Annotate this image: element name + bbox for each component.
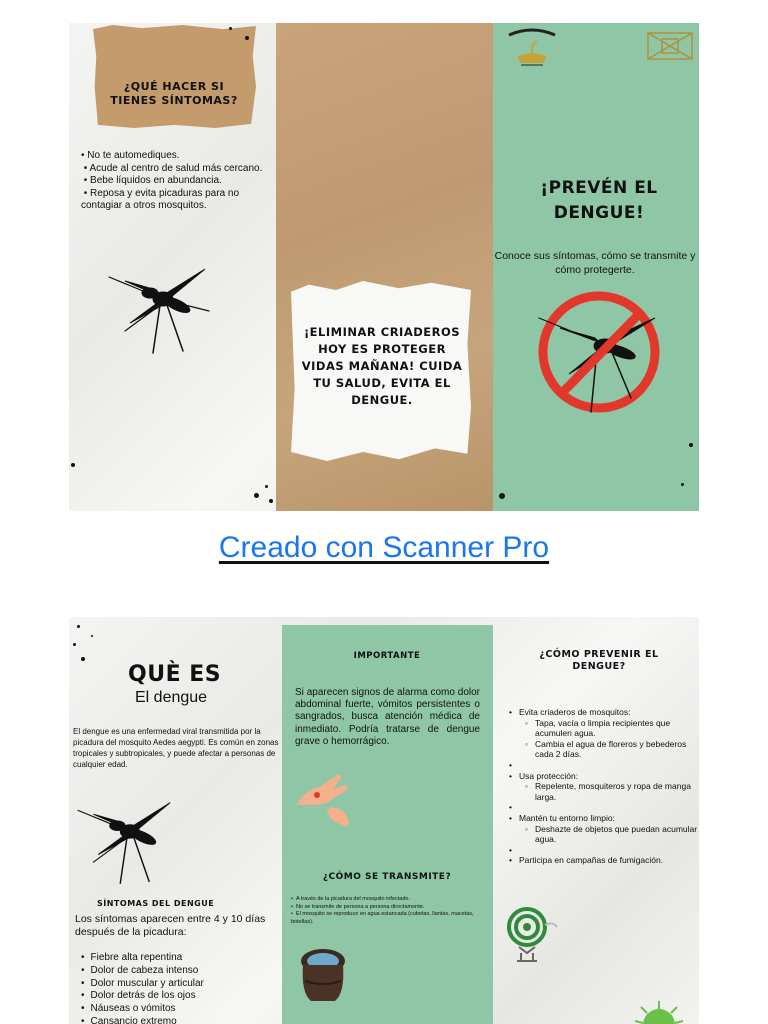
- mosquito-icon: [105, 261, 215, 361]
- list-item: ◦ Deshazte de objetos que puedan acumular agua.: [509, 824, 699, 845]
- cover-title: ¡PREVÉN EL DENGUE!: [540, 178, 658, 223]
- prevenir-heading: ¿CÓMO PREVENIR EL DENGUE?: [539, 649, 659, 672]
- list-item: • Acude al centro de salud más cercano.: [81, 162, 263, 174]
- brochure-outside-page: [69, 23, 699, 511]
- ink-splatter: [499, 493, 505, 499]
- list-item: • A través de la picadura del mosquito infectado.: [291, 896, 481, 904]
- list-item: • Evita criaderos de mosquitos:: [509, 707, 699, 718]
- lamp-logo-icon: [501, 25, 563, 71]
- list-item: ◦ Tapa, vacía o limpia recipientes que acumulen agua.: [509, 718, 699, 739]
- list-item: • Participa en campañas de fumigación.: [509, 855, 699, 866]
- list-item: • Dolor muscular y articular: [81, 978, 204, 991]
- list-item: ◦ Cambia el agua de floreros y bebederos cada 2 días.: [509, 739, 699, 760]
- list-item: • Bebe líquidos en abundancia.: [81, 175, 222, 186]
- ink-splatter: [265, 485, 268, 488]
- importante-text: Si aparecen signos de alarma como dolor abdominal fuerte, vómitos persistentes o sangrados, busca atención médica de inmediato. Podría tratarse de dengue grave o hemorrágico.: [295, 687, 480, 747]
- virus-icon: [631, 997, 687, 1024]
- ink-splatter: [73, 643, 76, 646]
- list-item: • No se transmite de persona a persona directamente.: [291, 904, 481, 912]
- center-message: ¡ELIMINAR CRIADEROS HOY ES PROTEGER VIDAS MAÑANA! CUIDA TU SALUD, EVITA EL DENGUE.: [301, 325, 463, 407]
- scanner-pro-link[interactable]: Creado con Scanner Pro: [218, 531, 550, 564]
- ink-splatter: [681, 483, 684, 486]
- list-item: • Usa protección:: [509, 771, 699, 782]
- ink-splatter: [81, 657, 85, 661]
- list-item: • Mantén tu entorno limpio:: [509, 813, 699, 824]
- prevenir-list: [509, 707, 699, 866]
- cover-subtitle: Conoce sus síntomas, cómo se transmite y cómo protegerte.: [494, 250, 696, 276]
- list-item: [509, 845, 699, 856]
- list-item: • Dolor detrás de los ojos: [81, 990, 204, 1003]
- ink-splatter: [91, 635, 93, 637]
- ink-splatter: [245, 36, 249, 40]
- list-item: • No te automediques.: [81, 150, 180, 161]
- list-item: • Dolor de cabeza intenso: [81, 965, 204, 978]
- list-item: [509, 760, 699, 771]
- list-item: [509, 802, 699, 813]
- ink-splatter: [229, 27, 232, 30]
- el-dengue-subheading: El dengue: [135, 689, 208, 706]
- symptoms-action-list: [81, 150, 271, 213]
- importante-heading: IMPORTANTE: [353, 651, 421, 661]
- water-pot-icon: [297, 945, 349, 1005]
- ink-splatter: [71, 463, 75, 467]
- kraft-note-paper: [93, 25, 256, 128]
- brochure-inside-page: [69, 617, 699, 1024]
- ink-splatter: [254, 493, 259, 498]
- list-item: • Náuseas o vómitos: [81, 1003, 204, 1016]
- mosquito-coil-icon: [501, 907, 561, 965]
- list-item: • Fiebre alta repentina: [81, 952, 204, 965]
- hand-bite-icon: [293, 765, 357, 831]
- school-crest-icon: [640, 25, 699, 69]
- sintomas-heading: SÍNTOMAS DEL DENGUE: [97, 899, 215, 908]
- transmite-heading: ¿CÓMO SE TRANSMITE?: [322, 872, 452, 882]
- que-es-heading: QUÈ ES: [128, 662, 222, 687]
- list-item: • Cansancio extremo: [81, 1016, 204, 1024]
- list-item: • Reposa y evita picaduras para no contagiar a otros mosquitos.: [81, 187, 242, 211]
- list-item: ◦ Repelente, mosquiteros y ropa de manga larga.: [509, 781, 699, 802]
- sintomas-list: [81, 952, 204, 1024]
- ink-splatter: [77, 625, 80, 628]
- no-mosquito-icon: [535, 288, 665, 418]
- symptoms-action-title: ¿QUÉ HACER SI TIENES SÍNTOMAS?: [110, 80, 238, 107]
- transmite-list: [291, 896, 481, 926]
- list-item: • El mosquito se reproduce en agua estancada (cubetas, llantas, macetas, botellas).: [291, 911, 481, 926]
- ink-splatter: [269, 499, 273, 503]
- sintomas-intro: Los síntomas aparecen entre 4 y 10 días después de la picadura:: [75, 913, 266, 938]
- mosquito-icon: [73, 795, 181, 891]
- ink-splatter: [689, 443, 693, 447]
- dengue-definition: El dengue es una enfermedad viral transmitida por la picadura del mosquito Aedes aegypti. Es común en zonas tropicales y subtropicales, y puede afectar a personas de cualquier edad.: [73, 727, 279, 769]
